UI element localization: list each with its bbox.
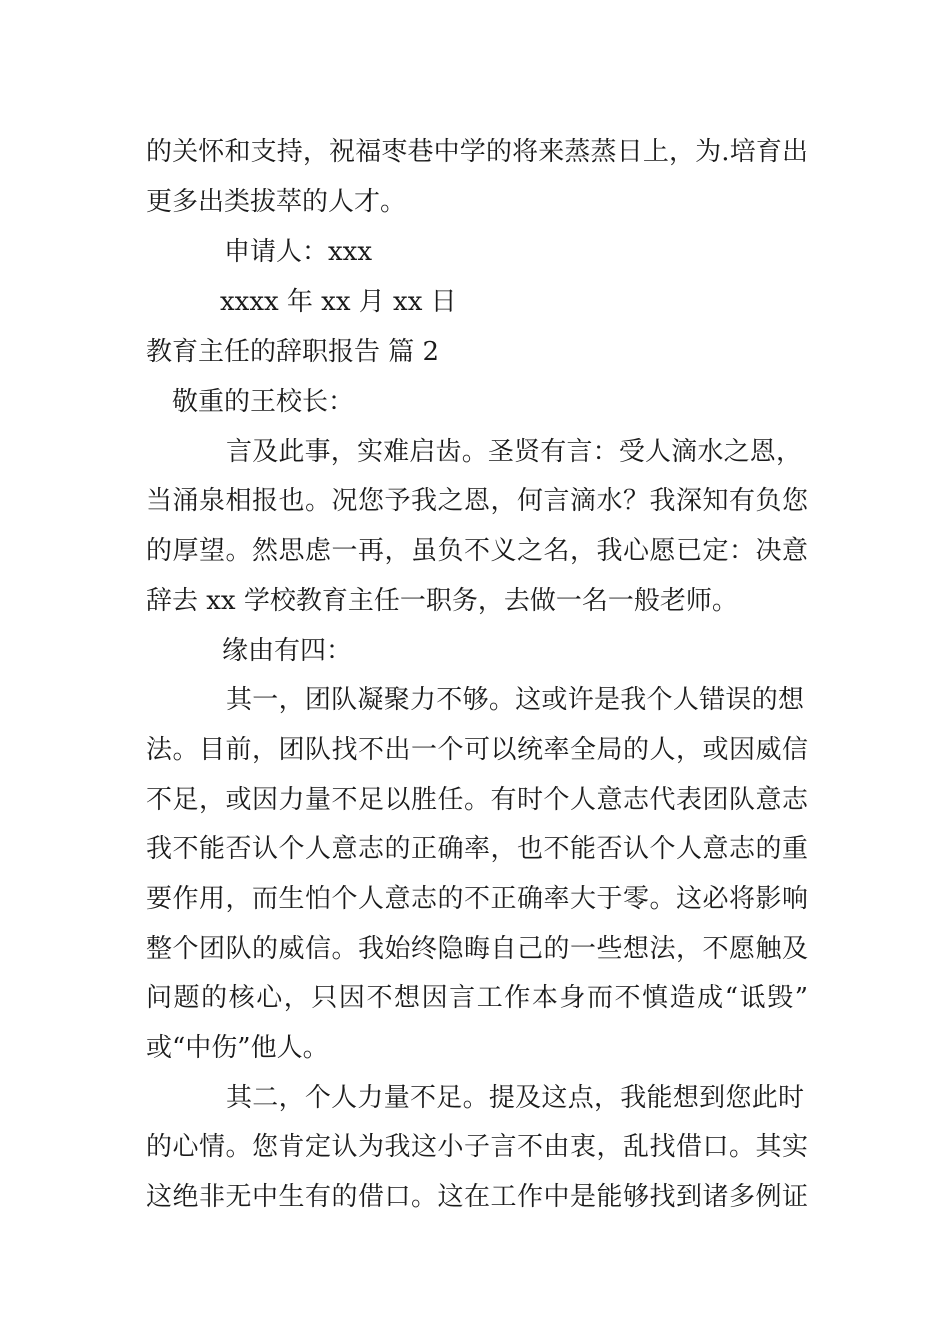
text-line: 问题的核心，只因不想因言工作本身而不慎造成“诋毁” xyxy=(146,983,808,1013)
section-heading: 教育主任的辞职报告 篇 2 xyxy=(146,337,440,367)
text-line: 整个团队的威信。我始终隐晦自己的一些想法，不愿触及 xyxy=(146,934,808,964)
text-line: 言及此事，实难启齿。圣贤有言：受人滴水之恩， xyxy=(226,437,802,467)
text-line: 不足，或因力量不足以胜任。有时个人意志代表团队意志 xyxy=(146,785,808,815)
text-line: 当涌泉相报也。况您予我之恩，何言滴水？我深知有负您 xyxy=(146,486,808,516)
text-line: 的厚望。然思虑一再，虽负不义之名，我心愿已定：决意 xyxy=(146,536,808,566)
text-line: 法。目前，团队找不出一个可以统率全局的人，或因威信 xyxy=(146,735,808,765)
signature-date: xxxx 年 xx 月 xx 日 xyxy=(220,287,457,317)
text-line: 更多出类拔萃的人才。 xyxy=(146,187,407,217)
signature-applicant: 申请人：xxx xyxy=(224,237,372,267)
text-line: 这绝非无中生有的借口。这在工作中是能够找到诸多例证 xyxy=(146,1182,808,1212)
text-line: 辞去 xx 学校教育主任一职务，去做一名一般老师。 xyxy=(146,586,738,616)
text-line: 的心情。您肯定认为我这小子言不由衷，乱找借口。其实 xyxy=(146,1132,808,1162)
text-line: 要作用，而生怕个人意志的不正确率大于零。这必将影响 xyxy=(146,884,808,914)
text-line: 缘由有四： xyxy=(222,636,353,666)
text-line: 的关怀和支持，祝福枣巷中学的将来蒸蒸日上，为.培育出 xyxy=(146,137,808,167)
text-line: 其一，团队凝聚力不够。这或许是我个人错误的想 xyxy=(226,685,804,715)
text-line: 我不能否认个人意志的正确率，也不能否认个人意志的重 xyxy=(146,834,808,864)
text-line: 其二，个人力量不足。提及这点，我能想到您此时 xyxy=(226,1083,804,1113)
salutation: 敬重的王校长： xyxy=(172,387,355,417)
text-line: 或“中伤”他人。 xyxy=(146,1033,329,1063)
